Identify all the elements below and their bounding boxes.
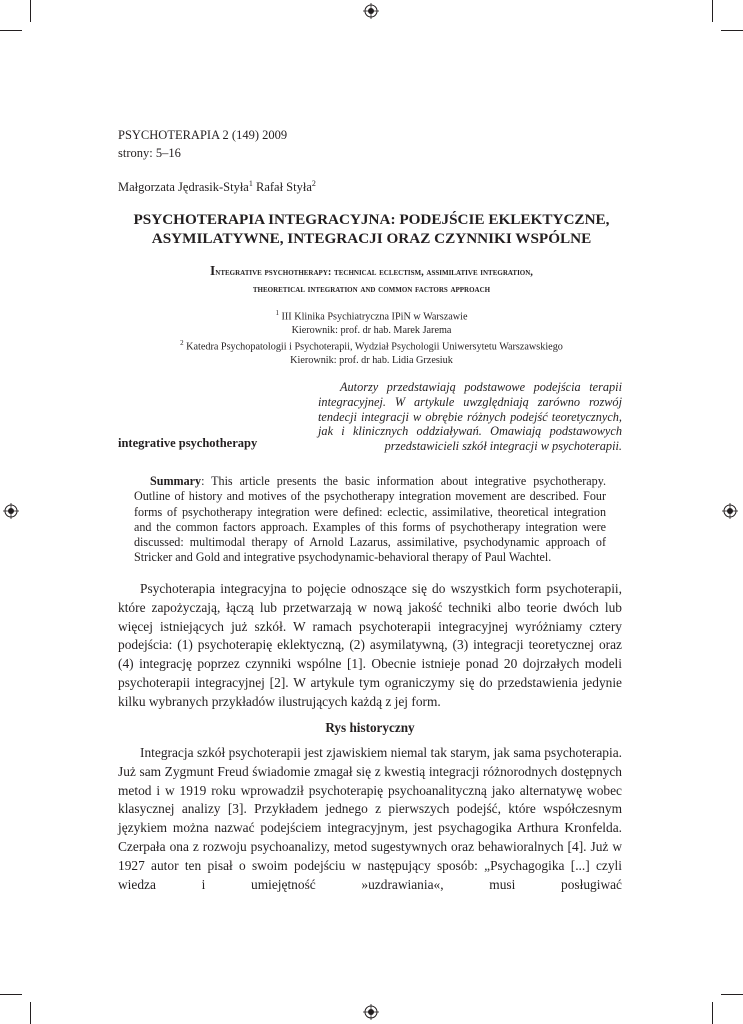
affiliation-2-marker: 2 <box>180 339 184 348</box>
summary-label: Summary <box>150 474 202 488</box>
affiliation-2 <box>150 337 593 354</box>
english-title-line-1-rest: ntegrative psychotherapy: technical eclectism, assimilative integration, <box>215 267 533 278</box>
article-title <box>100 210 643 248</box>
crop-mark-top-right-horizontal <box>721 30 743 31</box>
body-paragraph-1: Psychoterapia integracyjna to pojęcie odnoszące się do wszystkich form psychoterapii, które zapożyczają, łączą lub przetwarzają w nową jakość techniki albo teorie dwóch lub więcej istniejących już szkół. W ramach psychoterapii integracyjnej wyróżniamy cztery podejścia: (1) psychoterapię eklektyczną, (2) asymilatywną, (3) integracji teoretycznej oraz (4) integrację poprzez czynniki wspólne [1]. Obecnie istnieje ponad 20 dojrzałych modeli psychoterapii integracyjnej [2]. W artykule tym ograniczymy się do przedstawienia jedynie kilku wybranych przykładów ilustrujących każdą z jej form. <box>118 581 622 709</box>
abstract-polish: Autorzy przedstawiają podstawowe podejścia terapii integracyjnej. W artykule uwzględniają zarówno rozwój tendecji integracji w obrębie różnych podejść teoretycznych, jak i klinicznych oddziaływań. Omawiają podstawowych przedstawicieli szkół integracji w psychoterapii. <box>318 380 622 454</box>
crop-mark-top-right-vertical <box>712 0 713 22</box>
journal-pages: strony: 5–16 <box>118 146 181 160</box>
affiliation-2-text: Katedra Psychopatologii i Psychoterapii, Wydział Psychologii Uniwersytetu Warszawskiego <box>183 341 563 353</box>
keyword: integrative psychotherapy <box>118 436 258 450</box>
registration-mark-top-icon <box>363 3 379 19</box>
article-title-line-1: PSYCHOTERAPIA INTEGRACYJNA: PODEJŚCIE EKLEKTYCZNE, <box>133 211 610 228</box>
affiliation-2-head: Kierownik: prof. dr hab. Lidia Grzesiuk <box>290 355 453 366</box>
summary-text: : This article presents the basic information about integrative psychotherapy. Outline of history and motives of the psychotherapy integration movement are described. Four forms of psychotherapy integration were defined: eclectic, assimilative, theoretical integration and the common factors approach. Examples of this forms of psychotherapy integration were discussed: multimodal therapy of Arnold Lazarus, assimilative, psychodynamic approach of Stricker and Gold and integrative psychodynamic-behavioral therapy of Paul Wachtel. <box>134 474 606 565</box>
registration-mark-left-icon <box>3 503 19 519</box>
section-heading: Rys historyczny <box>325 720 415 735</box>
author-2-affiliation-marker: 2 <box>311 179 316 188</box>
crop-mark-top-left-horizontal <box>0 30 22 31</box>
registration-mark-right-icon <box>722 503 738 519</box>
crop-mark-top-left-vertical <box>30 0 31 22</box>
english-title-line-1 <box>100 262 643 281</box>
crop-mark-bottom-left-horizontal <box>0 994 22 995</box>
body-paragraph-2: Integracja szkół psychoterapii jest zjawiskiem niemal tak starym, jak sama psychoterapia. Już sam Zygmunt Freud świadomie zmagał się z kwestią integracji różnorodnych dostępnych metod i w 1919 roku wprowadził psychoterapię psychoanalityczną jako alternatywę wobec klasycznej analizy [3]. Przykładem jednego z pierwszych podejść, które współczesnym językiem można nazwać podejściem integracyjnym, jest psychagogika Arthura Kronfelda. Czerpała ona z rozwoju psychoanalizy, metod sugestywnych oraz behawioralnych [4]. Już w 1927 autor ten pisał o swoim podejściu w następujący sposób: „Psychagogika [...] czyli wiedza i umiejętność »uzdrawiania«, musi posługiwać <box>118 745 622 892</box>
crop-mark-bottom-left-vertical <box>30 1002 31 1024</box>
crop-mark-bottom-right-horizontal <box>721 994 743 995</box>
article-title-line-2: ASYMILATYWNE, INTEGRACJI ORAZ CZYNNIKI WSPÓLNE <box>151 230 592 247</box>
affiliation-1-marker: 1 <box>275 309 279 317</box>
english-title <box>100 262 643 298</box>
journal-issue: PSYCHOTERAPIA 2 (149) 2009 <box>118 128 288 142</box>
author-1: Małgorzata Jędrasik-Styła <box>118 180 249 195</box>
author-1-affiliation-marker: 1 <box>248 179 253 188</box>
english-title-line-2: theoretical integration and common factors approach <box>252 284 491 295</box>
summary <box>134 474 606 566</box>
affiliations <box>150 307 593 367</box>
registration-mark-bottom-icon <box>363 1004 379 1020</box>
affiliation-1-text: III Klinika Psychiatryczna IPiN w Warszawie <box>278 311 468 323</box>
english-title-initial: I <box>210 263 216 278</box>
affiliation-1-head: Kierownik: prof. dr hab. Marek Jarema <box>291 324 452 336</box>
crop-mark-bottom-right-vertical <box>712 1002 713 1024</box>
authors <box>118 176 316 195</box>
affiliation-1 <box>150 307 593 324</box>
author-2: Rafał Styła <box>252 180 312 195</box>
